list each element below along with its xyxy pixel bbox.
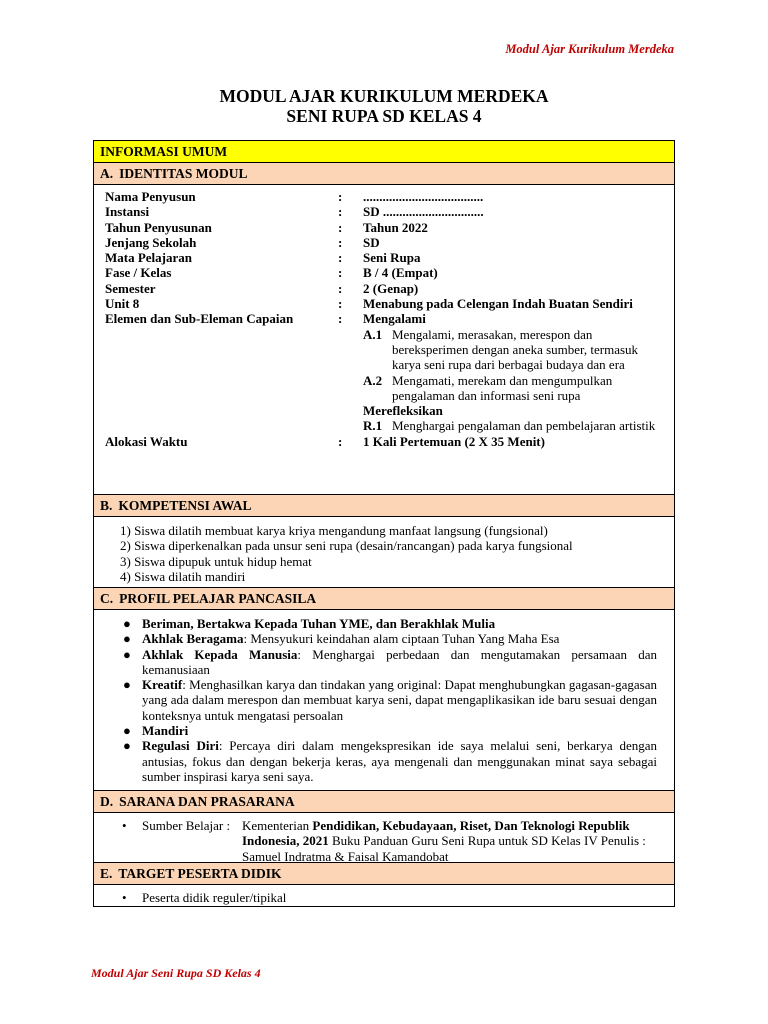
section-a-title: IDENTITAS MODUL: [119, 166, 248, 181]
kompetensi-item: 3) Siswa dipupuk untuk hidup hemat: [120, 553, 312, 569]
kompetensi-block: [94, 517, 674, 588]
elemen-a2: A.2 Mengamati, merekam dan mengumpulkan pengalaman dan informasi seni rupa: [363, 372, 613, 403]
bullet-icon: ●: [123, 646, 131, 662]
profil-item: ● Regulasi Diri: Percaya diri dalam mengekspresikan ide saya melalui seni, berkarya dengan antusias, fokus dan dengan bekerja keras, aya mengenali dan menggunakan minat saya sebagai sumber inspirasi karya seni saya.: [123, 738, 657, 784]
id-row-tahun: Tahun Penyusunan : Tahun 2022: [105, 219, 428, 235]
target-block: [94, 885, 674, 906]
profil-item: ● Mandiri: [123, 723, 189, 739]
id-row-nama: Nama Penyusun : .....................................: [105, 189, 484, 204]
title-line-1: MODUL AJAR KURIKULUM MERDEKA: [219, 86, 549, 106]
bullet-icon: •: [122, 818, 127, 833]
section-a-number: A.: [100, 166, 114, 181]
profil-item: ● Akhlak Beragama: Mensyukuri keindahan alam ciptaan Tuhan Yang Maha Esa: [123, 631, 560, 647]
elemen-a1: A.1 Mengalami, merasakan, merespon dan bereksperimen dengan aneka sumber, termasuk karya seni rupa dari berbagai budaya dan era: [363, 326, 639, 373]
profil-item: ● Akhlak Kepada Manusia: Menghargai perbedaan dan mengutamakan persamaan dan kemanusiaan: [123, 646, 657, 677]
elemen-r1: R.1 Menghargai pengalaman dan pembelajaran artistik: [363, 418, 656, 434]
id-row-fase: Fase / Kelas : B / 4 (Empat): [105, 265, 438, 281]
identitas-block: [94, 185, 674, 495]
kompetensi-item: 1) Siswa dilatih membuat karya kriya mengandung manfaat langsung (fungsional): [120, 523, 548, 538]
section-a-header: [94, 163, 674, 185]
section-d-title: SARANA DAN PRASARANA: [119, 794, 295, 809]
id-row-elemen: Elemen dan Sub-Eleman Capaian : Mengalami A.1 Mengalami, merasakan, merespon dan bereksperimen dengan aneka sumber, termasuk karya seni rupa dari berbagai budaya dan era A.2 Mengamati, merekam dan mengumpulkan pengalaman dan informasi seni rupa Merefleksikan R.1 Menghargai pengalaman dan pembelajaran artistik: [105, 311, 664, 433]
informasi-umum-header: INFORMASI UMUM: [94, 141, 674, 163]
module-table: [93, 140, 675, 907]
running-header: Modul Ajar Kurikulum Merdeka: [505, 42, 674, 56]
section-e-header: E. TARGET PESERTA DIDIK: [94, 863, 674, 885]
section-e-title: TARGET PESERTA DIDIK: [118, 866, 282, 881]
id-row-jenjang: Jenjang Sekolah : SD: [105, 234, 380, 250]
id-row-alokasi: Alokasi Waktu : 1 Kali Pertemuan (2 X 35 Menit): [105, 433, 545, 449]
id-row-semester: Semester : 2 (Genap): [105, 280, 419, 296]
bullet-icon: ●: [123, 738, 131, 754]
elemen-group-mengalami: Mengalami: [363, 311, 426, 327]
kompetensi-item: 2) Siswa diperkenalkan pada unsur seni rupa (desain/rancangan) pada karya fungsional: [120, 538, 573, 554]
profil-item: ● Beriman, Bertakwa Kepada Tuhan YME, dan Berakhlak Mulia: [123, 616, 496, 631]
section-d-header: D. SARANA DAN PRASARANA: [94, 791, 674, 813]
bullet-icon: ●: [123, 616, 131, 631]
sumber-belajar-value: Kementerian Pendidikan, Kebudayaan, Riset, Dan Teknologi Republik Indonesia, 2021 Buku Panduan Guru Seni Rupa untuk SD Kelas IV Penulis : Samuel Indratma & Faisal Kamandobat: [242, 818, 646, 864]
profil-item: ● Kreatif: Menghasilkan karya dan tindakan yang original: Dapat menghubungkan gagasan-gagasan yang ada dalam merespon dan membuat karya seni, dapat mengaplikasikan ide baru sesuai dengan konteksnya untuk mengatasi persoalan: [123, 677, 657, 723]
bullet-icon: •: [122, 890, 127, 905]
id-row-instansi: Instansi : SD ...............................: [105, 204, 484, 220]
section-b-header: B. KOMPETENSI AWAL: [94, 495, 674, 517]
running-footer: Modul Ajar Seni Rupa SD Kelas 4: [91, 966, 261, 980]
id-row-mapel: Mata Pelajaran : Seni Rupa: [105, 250, 421, 266]
elemen-group-merefleksikan: Merefleksikan: [363, 403, 443, 419]
section-c-header: C. PROFIL PELAJAR PANCASILA: [94, 588, 674, 610]
bullet-icon: ●: [123, 631, 131, 647]
target-item: Peserta didik reguler/tipikal: [142, 890, 287, 905]
bullet-icon: ●: [123, 677, 131, 693]
profil-block: [94, 610, 674, 791]
bullet-icon: ●: [123, 723, 131, 739]
id-row-unit: Unit 8 : Menabung pada Celengan Indah Buatan Sendiri: [105, 296, 633, 312]
kompetensi-item: 4) Siswa dilatih mandiri: [120, 568, 246, 584]
sumber-belajar-label: Sumber Belajar :: [142, 818, 231, 833]
section-b-title: KOMPETENSI AWAL: [118, 498, 252, 513]
sarana-block: [94, 813, 674, 863]
section-c-title: PROFIL PELAJAR PANCASILA: [119, 591, 317, 606]
document-title: [0, 86, 768, 126]
title-line-2: SENI RUPA SD KELAS 4: [286, 106, 482, 126]
